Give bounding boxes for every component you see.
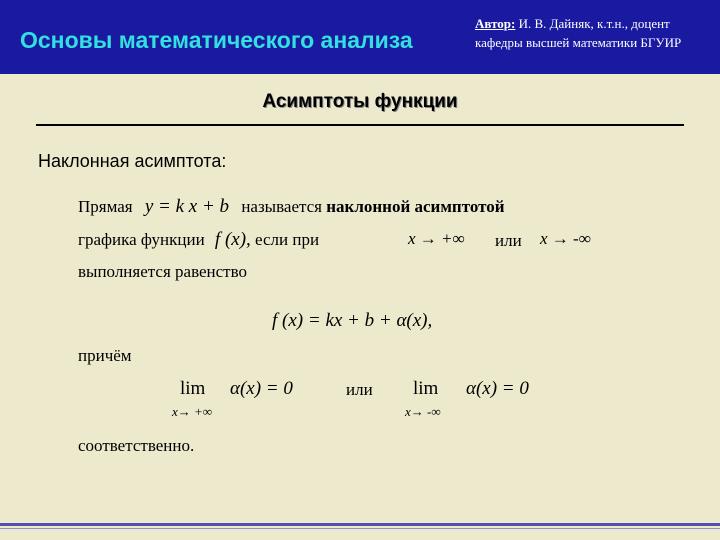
- title-divider: [36, 124, 684, 126]
- author-name: И. В. Дайняк, к.т.н., доцент: [515, 16, 670, 31]
- limit-plus-infinity: x → +∞: [408, 229, 465, 248]
- footer-line: [0, 523, 720, 526]
- function-notation: f (x),: [214, 229, 251, 250]
- condition-text: если при: [255, 230, 320, 249]
- closing-word: соответственно.: [78, 436, 195, 455]
- graph-of-function-text: графика функции: [78, 230, 205, 249]
- header-banner: [0, 0, 720, 74]
- limit-subscript-2: x→ -∞: [405, 404, 441, 419]
- lim-word-1: lim: [180, 378, 206, 399]
- definition-line-3: выполняется равенство: [78, 262, 248, 281]
- definition-line-1: [78, 196, 505, 218]
- lim-word-2: lim: [413, 378, 439, 399]
- word-or-2: или: [346, 380, 373, 399]
- course-title: Основы математического анализа: [20, 27, 413, 53]
- limit-expression-2: α(x) = 0: [466, 378, 529, 399]
- footer-line-thin: [0, 528, 720, 529]
- word-pryamaya: Прямая: [78, 197, 133, 216]
- limit-minus-infinity: x → -∞: [540, 229, 591, 248]
- section-subtitle: Наклонная асимптота:: [38, 151, 227, 171]
- word-prichem: причём: [78, 346, 132, 365]
- line-equation: y = k x + b: [144, 196, 230, 217]
- definition-line-2: [78, 229, 319, 251]
- limit-expression-1: α(x) = 0: [230, 378, 293, 399]
- author-label: Автор:: [475, 16, 516, 31]
- limit-subscript-1: x→ +∞: [172, 404, 213, 419]
- word-called: называется: [241, 197, 322, 216]
- main-formula: f (x) = kx + b + α(x),: [272, 310, 433, 331]
- term-oblique-asymptote: наклонной асимптотой: [326, 197, 505, 216]
- author-info: [475, 14, 715, 52]
- slide-title: Асимптоты функции: [262, 91, 458, 112]
- author-dept: кафедры высшей математики БГУИР: [475, 35, 682, 50]
- word-or-1: или: [495, 231, 522, 250]
